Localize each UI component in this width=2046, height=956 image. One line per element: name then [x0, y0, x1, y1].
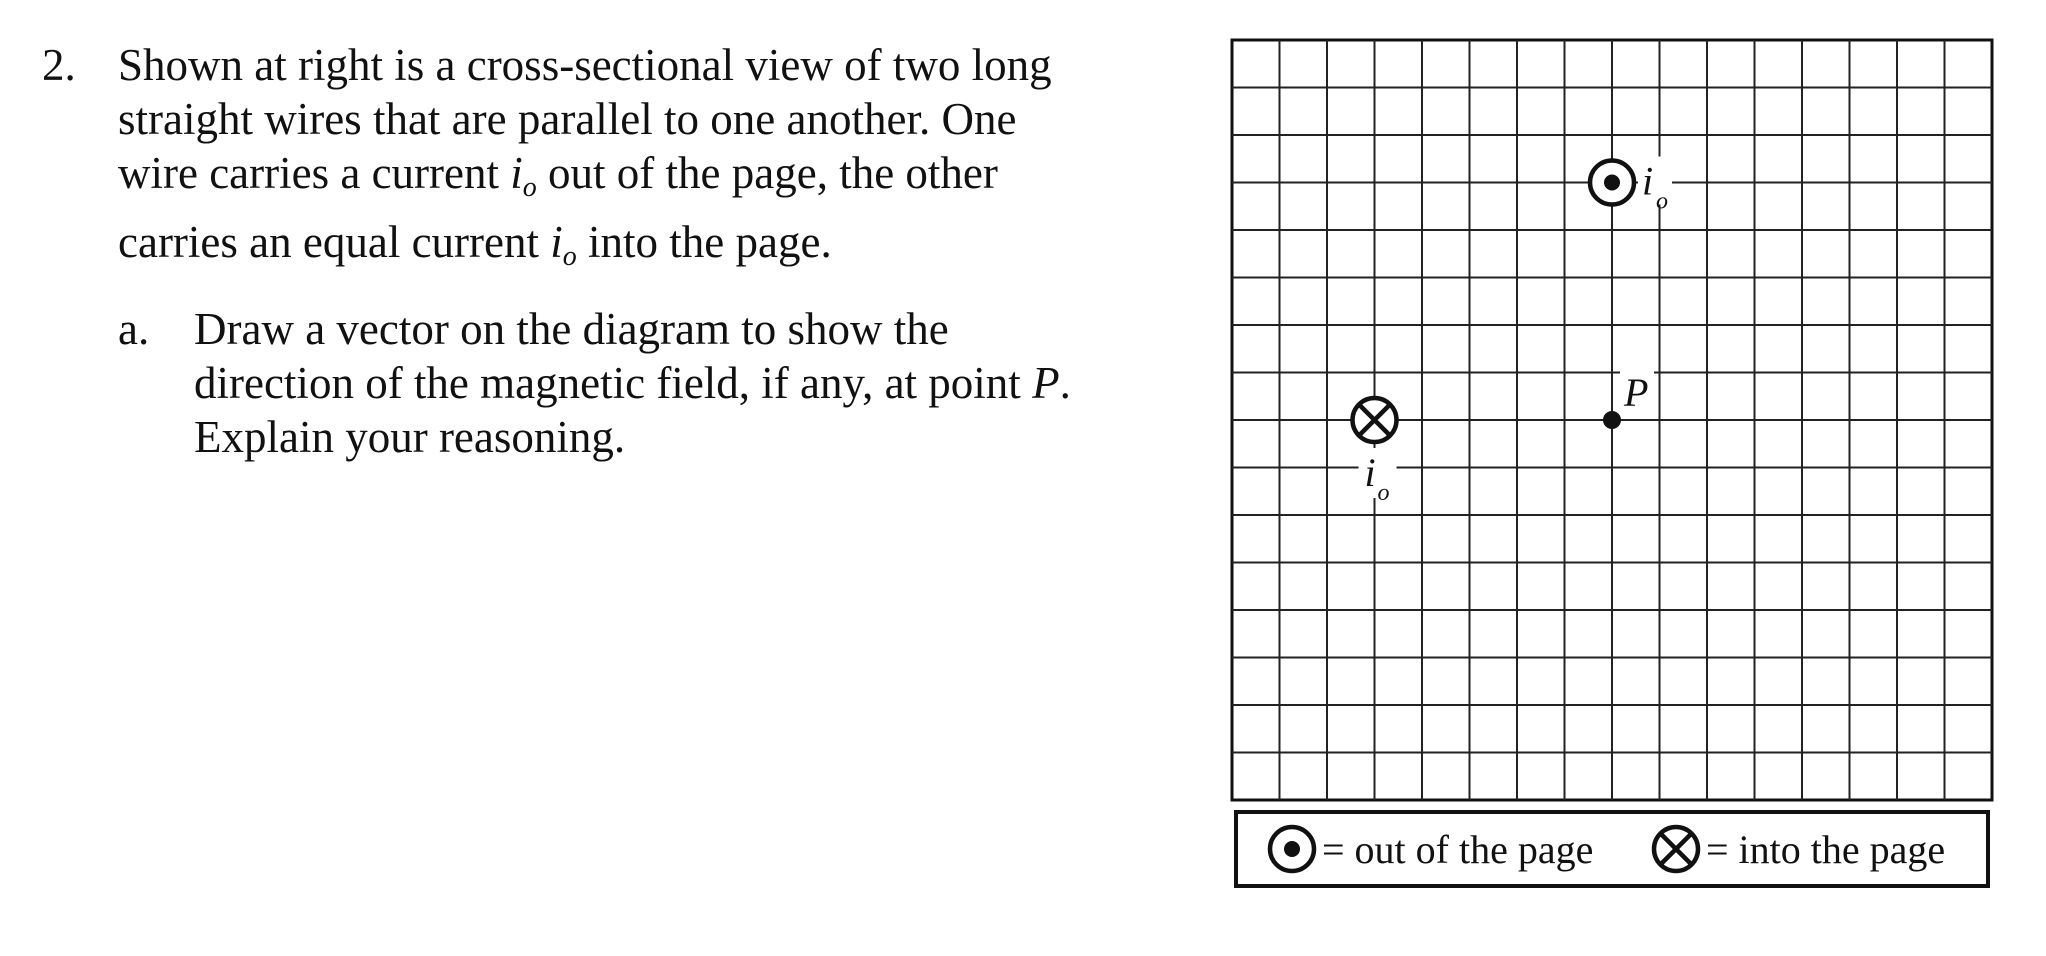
- statement-line-3: wire carries a current $i_o$ out of the page, the other: [118, 148, 998, 203]
- statement-line-4: carries an equal current $i_o$ into the page.: [118, 217, 832, 272]
- current-symbol: $i_o$: [550, 217, 577, 272]
- wire-out-label-subscript: o: [1656, 188, 1668, 215]
- legend-box: [1236, 812, 1988, 886]
- problem-statement: [118, 38, 1168, 284]
- part-a-line-2: direction of the magnetic field, if any, at point P.: [194, 358, 1071, 408]
- part-a-text: [194, 302, 1224, 464]
- part-a-line-1: Draw a vector on the diagram to show the: [194, 304, 949, 354]
- diagram-svg: [1228, 36, 2008, 906]
- wire-in-label: i: [1364, 450, 1376, 495]
- part-a-line-3: Explain your reasoning.: [194, 412, 626, 462]
- legend-in-text: = into the page: [1706, 827, 1946, 872]
- wire-in-label-subscript: o: [1377, 480, 1390, 506]
- part-a-label: a.: [118, 304, 150, 354]
- point-p-symbol: P: [1032, 358, 1060, 408]
- point-p-dot: [1603, 411, 1621, 429]
- wire-diagram: [1228, 36, 2008, 911]
- wire-out-dot-icon: [1604, 175, 1620, 191]
- current-symbol: $i_o$: [510, 148, 537, 203]
- problem-number: 2.: [42, 40, 76, 90]
- point-p-label: P: [1624, 370, 1649, 415]
- wire-out-label: i: [1642, 158, 1654, 204]
- statement-line-1: Shown at right is a cross-sectional view of two long: [118, 40, 1052, 90]
- legend-out-dot-icon: [1284, 841, 1300, 857]
- statement-line-2: straight wires that are parallel to one another. One: [118, 94, 1017, 144]
- legend-out-text: = out of the page: [1322, 827, 1594, 872]
